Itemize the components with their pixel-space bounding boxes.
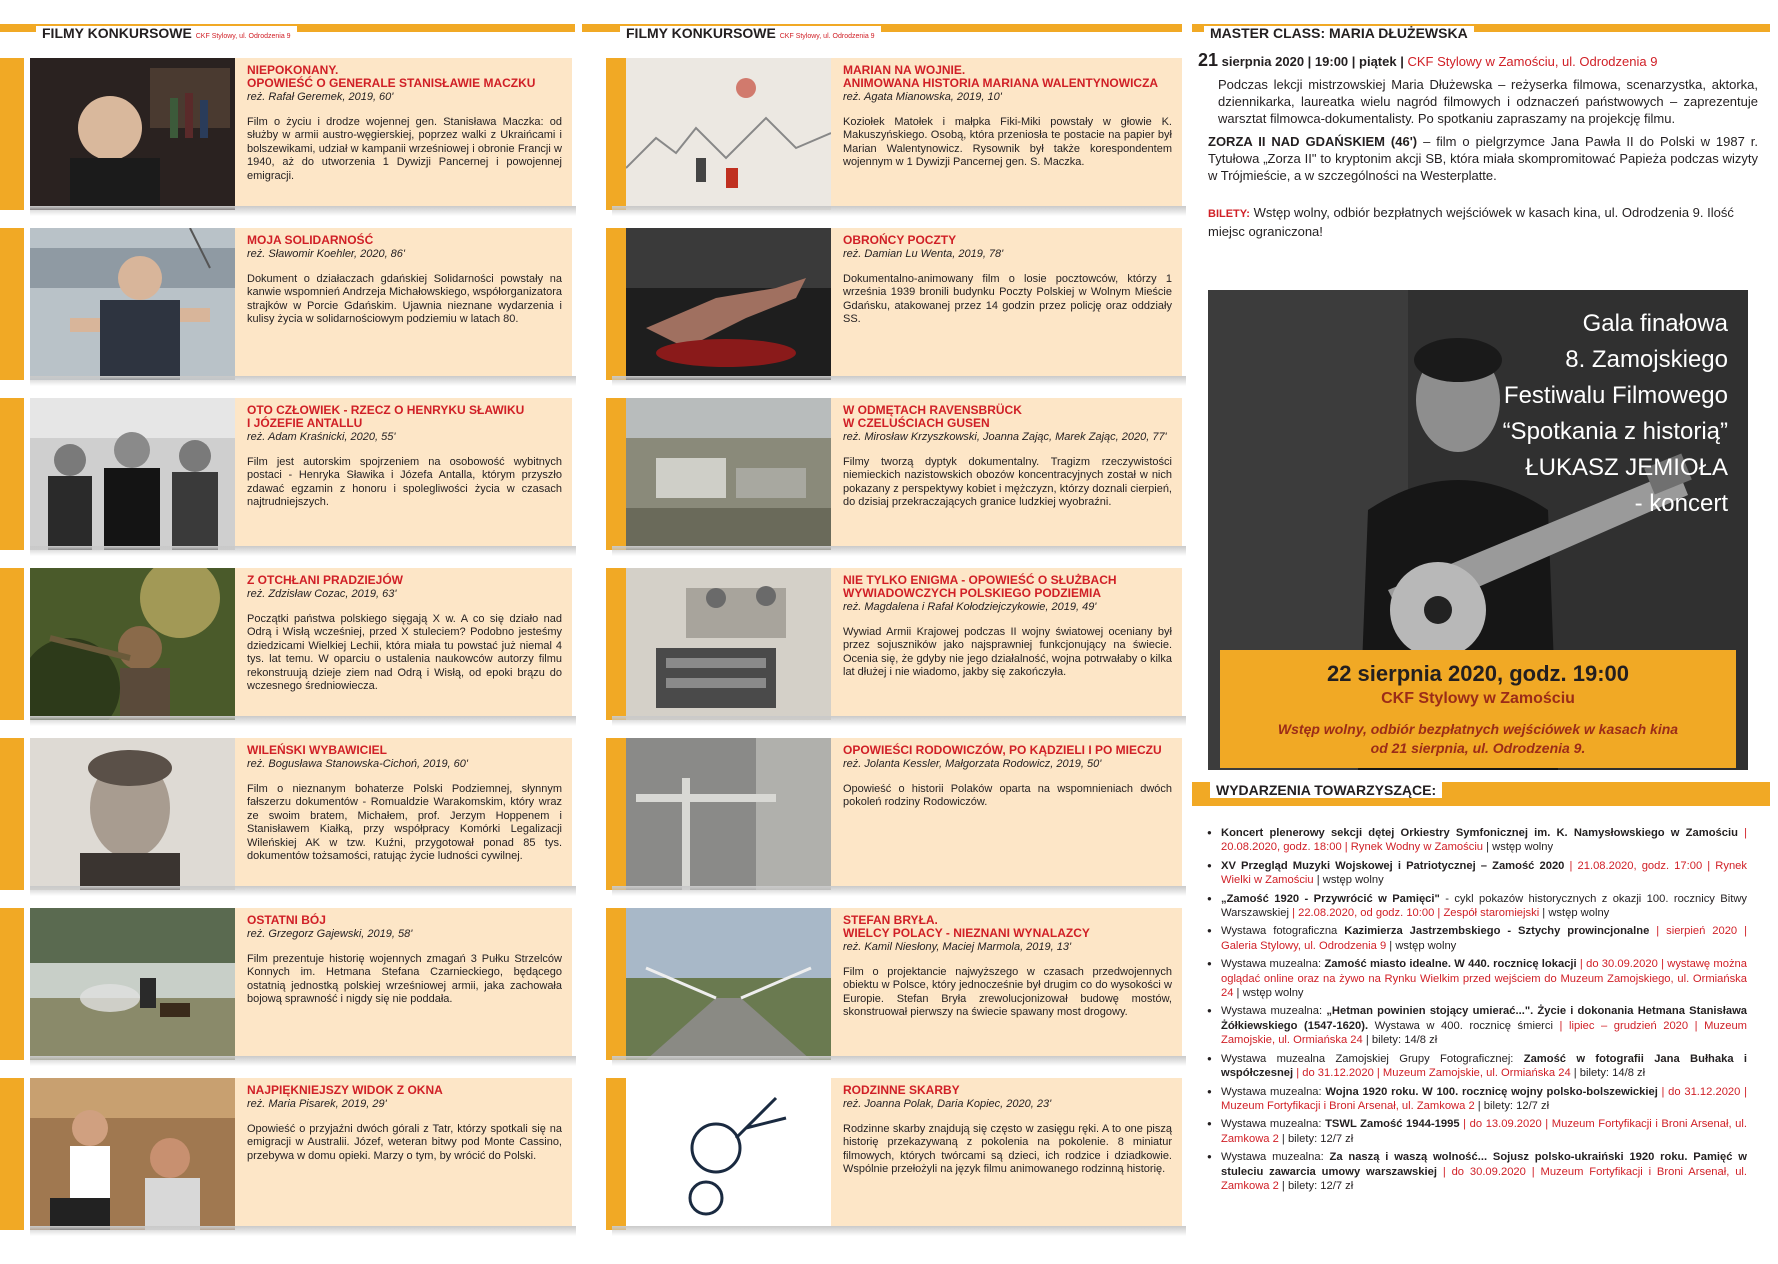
card-shadow <box>30 546 576 556</box>
card-stripe <box>0 568 24 720</box>
film-description: Film prezentuje historię wojennych zmagań 3 Pułku Strzelców Konnych im. Hetmana Stefana Czarnieckiego, będącego ostatnią jednostką polskiej wrześniowej armii, jaka zachowała bojową sprawność i nigdy się nie poddała. <box>247 953 562 1006</box>
film-description: Film o nieznanym bohaterze Polski Podziemnej, słynnym fałszerzu dokumentów - Romualdzie Warakomskim, który wraz ze swoim bratem, Michałem, prof. Jerzym Hoppenem i Stanisławem Kiałką, przy współpracy Komórki Legalizacji Wileńskiej AK w tzw. Kuźni, przygotował ponad 85 tys. dokumentów tożsamości, ratując życie ludności cywilnej. <box>247 783 562 863</box>
film-director: reż. Jolanta Kessler, Małgorzata Rodowicz, 2019, 50' <box>843 758 1102 770</box>
card-shadow <box>612 1226 1186 1236</box>
event-type: Wystawa muzealna: <box>1221 958 1325 971</box>
poster-headline <box>1428 306 1728 522</box>
list-item <box>1207 1150 1747 1193</box>
film-info <box>235 738 572 886</box>
film-description: Film jest autorskim spojrzeniem na osobowość wybitnych postaci - Henryka Sławika i Józefa Antalla, którym przyszło zdawać egzamin z honoru i spolegliwości życia w czasach najtrudniejszych. <box>247 456 562 509</box>
film-card <box>0 228 572 380</box>
card-stripe <box>0 908 24 1060</box>
poster-line-6: - koncert <box>1634 490 1728 517</box>
event-admission: | wstęp wolny <box>1483 841 1554 854</box>
film-still <box>626 58 831 210</box>
event-desc: Wystawa w 400. rocznicę śmierci <box>1368 1019 1553 1032</box>
card-shadow <box>30 1056 576 1066</box>
film-info <box>831 58 1182 206</box>
event-admission: | bilety: 12/7 zł <box>1278 1179 1354 1192</box>
film-title-line2: W CZELUŚCIACH GUSEN <box>843 416 990 430</box>
event-title: Zamość w fotografii Jana Bułhaka i współczesnej <box>1221 1052 1747 1080</box>
card-shadow <box>612 376 1186 386</box>
film-info <box>235 58 572 206</box>
film-title: RODZINNE SKARBY <box>843 1083 960 1097</box>
card-shadow <box>612 886 1186 896</box>
film-title: NIEPOKONANY. <box>247 63 339 77</box>
film-description: Dokumentalno-animowany film o losie pocztowców, którzy 1 września 1939 bronili budynku Poczty Polskiej w Wolnym Mieście Gdańsku, atakowanej przez 14 godzin przez policję oraz oddziały SS. <box>843 273 1172 326</box>
film-title: STEFAN BRYŁA. <box>843 913 938 927</box>
film-title-line2: OPOWIEŚĆ O GENERALE STANISŁAWIE MACZKU <box>247 76 536 90</box>
film-title-line2: I JÓZEFIE ANTALLU <box>247 416 363 430</box>
film-info <box>831 228 1182 376</box>
card-stripe <box>0 228 24 380</box>
film-card <box>582 738 1182 890</box>
event-date-place: | do 31.12.2020 | Muzeum Zamojskie, ul. Ormiańska 24 <box>1293 1067 1571 1080</box>
film-info <box>831 1078 1182 1226</box>
event-title: TSWL Zamość 1944-1995 <box>1325 1118 1460 1131</box>
film-director: reż. Agata Mianowska, 2019, 10' <box>843 91 1002 103</box>
event-type: Wystawa muzealna: <box>1221 1118 1326 1131</box>
film-description: Wywiad Armii Krajowej podczas II wojny światowej oceniany był przez sojuszników jako najsprawniej funkcjonujący na świecie. Ocenia się, że gdyby nie jego działalność, wojna potrwałaby o kilka lat dłużej i nie wiadomo, jakby się zakończyła. <box>843 626 1172 679</box>
film-description: Opowieść o przyjaźni dwóch górali z Tatr, którzy spotkali się na emigracji w Australii. Józef, weteran bitwy pod Monte Cassino, przebywa w domu opieki. Marzy o tym, by wrócić do Polski. <box>247 1123 562 1162</box>
list-item <box>1207 1004 1747 1047</box>
film-director: reż. Rafał Geremek, 2019, 60' <box>247 91 394 103</box>
film-title-line2: WIELCY POLACY - NIEZNANI WYNALAZCY <box>843 926 1090 940</box>
film-card <box>0 398 572 550</box>
film-still <box>30 908 235 1060</box>
events-list <box>1207 826 1747 1197</box>
card-stripe <box>0 738 24 890</box>
film-title: Z OTCHŁANI PRADZIEJÓW <box>247 573 403 587</box>
tickets-label: BILETY: <box>1208 208 1250 220</box>
film-info <box>831 568 1182 716</box>
event-date-place: | do 31.12.2020 | Muzeum Fortyfikacji i Broni Arsenał, ul. Zamkowa 2 <box>1221 1085 1747 1112</box>
film-card <box>582 1078 1182 1230</box>
film-title: NAJPIĘKNIEJSZY WIDOK Z OKNA <box>247 1083 443 1097</box>
film-card <box>582 568 1182 720</box>
event-date-place: | do 30.09.2020 | wystawę można oglądać online oraz na żywo na Rynku Wielkim przed wejściem do Muzeum Zamojskiego, ul. Ormiańska 24 <box>1221 958 1747 1000</box>
film-director: reż. Maria Pisarek, 2019, 29' <box>247 1098 387 1110</box>
film-title: OSTATNI BÓJ <box>247 913 326 927</box>
film-still <box>626 738 831 890</box>
film-title: OBROŃCY POCZTY <box>843 233 957 247</box>
film-title: WILEŃSKI WYBAWICIEL <box>247 743 387 757</box>
list-item <box>1207 892 1747 921</box>
film-card <box>582 228 1182 380</box>
poster-note-1: Wstęp wolny, odbiór bezpłatnych wejściówek w kasach kina <box>1277 721 1679 737</box>
film-title: MARIAN NA WOJNIE. <box>843 63 966 77</box>
event-admission: | wstęp wolny <box>1313 874 1384 887</box>
film-card <box>0 568 572 720</box>
list-item <box>1207 859 1747 888</box>
film-info <box>235 398 572 546</box>
film-description: Rodzinne skarby znajdują się często w zasięgu ręki. A to one piszą historię przekazywaną z pokolenia na pokolenie. 8 miniatur filmowych, których twórcami są dzieci, ich rodzice i dziadkowie. Wspólnie przełożyli na język filmu animowanego rodzinną historię. <box>843 1123 1172 1176</box>
poster-line-5: ŁUKASZ JEMIOŁA <box>1525 454 1728 481</box>
film-info <box>235 228 572 376</box>
film-card <box>582 398 1182 550</box>
event-admission: | bilety: 12/7 zł <box>1278 1132 1354 1145</box>
film-still <box>626 1078 831 1230</box>
film-director: reż. Sławomir Koehler, 2020, 86' <box>247 248 406 260</box>
list-item <box>1207 826 1747 855</box>
film-still <box>30 568 235 720</box>
card-shadow <box>612 206 1186 216</box>
event-title: Koncert plenerowy sekcji dętej Orkiestry Symfonicznej im. K. Namysłowskiego w Zamościu <box>1221 827 1738 839</box>
film-card <box>582 908 1182 1060</box>
film-title: NIE TYLKO ENIGMA - OPOWIEŚĆ O SŁUŻBACH <box>843 573 1117 587</box>
event-date-place: | 20.08.2020, godz. 18:00 | Rynek Wodny w Zamościu <box>1221 827 1748 854</box>
poster-line-4: “Spotkania z historią” <box>1502 418 1728 445</box>
film-director: reż. Magdalena i Rafał Kołodziejczykowie, 2019, 49' <box>843 601 1097 613</box>
list-item <box>1207 924 1747 953</box>
film-director: reż. Adam Kraśnicki, 2020, 55' <box>247 431 396 443</box>
film-title: OTO CZŁOWIEK - RZECZ O HENRYKU SŁAWIKU <box>247 403 525 417</box>
poster-note-2: od 21 sierpnia, ul. Odrodzenia 9. <box>1370 740 1586 756</box>
film-director: reż. Mirosław Krzyszkowski, Joanna Zając, Marek Zając, 2020, 77' <box>843 431 1167 443</box>
event-admission: | wstęp wolny <box>1386 939 1457 952</box>
list-item <box>1207 1052 1747 1081</box>
list-item <box>1207 1085 1747 1114</box>
event-date-place: | lipiec – grudzień 2020 | Muzeum Zamojskie, ul. Ormiańska 24 <box>1221 1019 1747 1047</box>
event-title: XV Przegląd Muzyki Wojskowej i Patriotycznej – Zamość 2020 <box>1221 859 1565 872</box>
col1-header-title: FILMY KONKURSOWE <box>42 25 192 41</box>
film-card <box>0 1078 572 1230</box>
film-info <box>831 738 1182 886</box>
film-description: Film o życiu i drodze wojennej gen. Stanisława Maczka: od służby w armii austro-węgierskiej, poprzez walki z Ukraińcami i bolszewikami, udział w kampanii wrześniowej i obronie Francji w 1940, aż do utworzenia 1 Dywizji Pancernej i powojennej emigracji. <box>247 116 562 182</box>
film-title-line2: ANIMOWANA HISTORIA MARIANA WALENTYNOWICZA <box>843 76 1159 90</box>
master-class-date <box>1198 52 1758 70</box>
event-type: Wystawa muzealna: <box>1221 1005 1327 1018</box>
film-description: Początki państwa polskiego sięgają X w. A co się działo nad Odrą i Wisłą wcześniej, przed X stuleciem? Podobno jesteśmy dziedzicami Wielkiej Lechii, która miała tu powstać już niemal 4 tys. lat temu. W oparciu o ustalenia naukowców autorzy filmu rekonstruują dzieje ziem nad Odrą i Wisłą, od epoki brązu do wczesnego średniowiecza. <box>247 613 562 693</box>
film-still <box>30 1078 235 1230</box>
poster-line-3: Festiwalu Filmowego <box>1503 382 1728 409</box>
film-card <box>0 58 572 210</box>
film-director: reż. Grzegorz Gajewski, 2019, 58' <box>247 928 413 940</box>
tickets-text: Wstęp wolny, odbiór bezpłatnych wejściówek w kasach kina, ul. Odrodzenia 9. Ilość miejsc ograniczona! <box>1208 205 1734 239</box>
card-shadow <box>612 716 1186 726</box>
event-title: Za naszą i waszą wolność... Sojusz polsko-ukraiński 1920 roku. Pamięć w stuleciu zawarcia umowy warszawskiej <box>1221 1151 1747 1178</box>
event-date-place: | do 30.09.2020 | Muzeum Fortyfikacji i Broni Arsenał, ul. Zamkowa 2 <box>1221 1165 1748 1192</box>
film-title: MOJA SOLIDARNOŚĆ <box>247 233 374 247</box>
card-shadow <box>30 886 576 896</box>
event-admission: | bilety: 12/7 zł <box>1474 1099 1550 1112</box>
col1-header-location: CKF Stylowy, ul. Odrodzenia 9 <box>195 33 291 40</box>
film-description: Opowieść o historii Polaków oparta na wspomnieniach dwóch pokoleń rodziny Rodowiczów. <box>843 783 1172 809</box>
film-director: reż. Bogusława Stanowska-Cichoń, 2019, 60' <box>247 758 469 770</box>
event-title: Wojna 1920 roku. W 100. rocznicę wojny polsko-bolszewickiej <box>1325 1085 1658 1098</box>
col1-header <box>36 26 297 40</box>
poster-venue: CKF Stylowy w Zamościu <box>1381 690 1575 707</box>
film-director: reż. Joanna Polak, Daria Kopiec, 2020, 23' <box>843 1098 1052 1110</box>
gala-poster <box>1208 290 1748 770</box>
master-film-title: ZORZA II NAD GDAŃSKIEM (46') <box>1208 134 1418 149</box>
event-title: Zamość miasto idealne. W 440. rocznicę lokacji <box>1324 958 1577 971</box>
film-card <box>0 908 572 1060</box>
event-date-place: | 21.08.2020, godz. 17:00 | Rynek Wielki w Zamościu <box>1221 859 1747 887</box>
film-description: Koziołek Matołek i małpka Fiki-Miki powstały w głowie K. Makuszyńskiego. Osobą, która przeniosła te postacie na papier był Marian Walentynowicz. Rysownik był także korespondentem wojennym w 1 Dywizji Pancernej gen. S. Maczka. <box>843 116 1172 169</box>
event-type: Wystawa muzealna Zamojskiej Grupy Fotograficznej: <box>1221 1052 1524 1065</box>
col2-header-location: CKF Stylowy, ul. Odrodzenia 9 <box>779 33 875 40</box>
event-admission: | bilety: 14/8 zł <box>1362 1034 1438 1047</box>
card-stripe <box>0 58 24 210</box>
film-info <box>831 398 1182 546</box>
film-title: OPOWIEŚCI RODOWICZÓW, PO KĄDZIELI I PO MIECZU <box>843 743 1162 757</box>
film-director: reż. Kamil Niesłony, Maciej Marmola, 2019, 13' <box>843 941 1072 953</box>
event-title: „Hetman powinien stojący umierać...". Życie i dokonania Hetmana Stanisława Żółkiewskiego (1547-1620). <box>1221 1005 1747 1032</box>
card-shadow <box>612 1056 1186 1066</box>
film-director: reż. Damian Lu Wenta, 2019, 78' <box>843 248 1004 260</box>
film-info <box>831 908 1182 1056</box>
poster-date: 22 sierpnia 2020, godz. 19:00 <box>1326 661 1630 686</box>
event-desc: - cykl pokazów historycznych z okazji 100. rocznicy Bitwy Warszawskiej <box>1221 892 1747 920</box>
master-film-info <box>1208 133 1758 184</box>
film-still <box>30 228 235 380</box>
film-title-line2: WYWIADOWCZYCH POLSKIEGO PODZIEMIA <box>843 586 1101 600</box>
col2-header <box>620 26 881 40</box>
film-director: reż. Zdzisław Cozac, 2019, 63' <box>247 588 397 600</box>
master-date-rest: sierpnia 2020 | 19:00 | piątek | <box>1221 54 1404 69</box>
event-title: „Zamość 1920 - Przywrócić w Pamięci" <box>1221 892 1440 905</box>
tickets-info <box>1208 204 1758 240</box>
film-still <box>30 398 235 550</box>
list-item <box>1207 1117 1747 1146</box>
event-type: Wystawa muzealna: <box>1221 1085 1326 1098</box>
card-shadow <box>30 716 576 726</box>
film-still <box>30 58 235 210</box>
event-date-place: | 22.08.2020, od godz. 10:00 | Zespół staromiejski <box>1288 907 1540 920</box>
card-shadow <box>30 206 576 216</box>
col3-header <box>1204 26 1474 40</box>
film-card <box>0 738 572 890</box>
film-info <box>235 568 572 716</box>
film-info <box>235 1078 572 1226</box>
poster-line-2: 8. Zamojskiego <box>1565 346 1728 373</box>
film-still <box>626 398 831 550</box>
col2-header-title: FILMY KONKURSOWE <box>626 25 776 41</box>
poster-info-box <box>1220 650 1736 768</box>
event-date-place: | sierpień 2020 | Galeria Stylowy, ul. Odrodzenia 9 <box>1221 925 1747 952</box>
film-still <box>626 908 831 1060</box>
film-description: Film o projektancie najwyższego w czasach przedwojennych obiektu w Polsce, który jednocześnie był drugim co do wysokości w Europie. Stefan Bryła zrewolucjonizował budowę mostów, skonstruował pierwszy na świecie spawany most drogowy. <box>843 966 1172 1019</box>
event-admission: | wstęp wolny <box>1539 907 1610 920</box>
event-type: Wystawa muzealna: <box>1221 1151 1330 1164</box>
list-item <box>1207 957 1747 1000</box>
film-description: Dokument o działaczach gdańskiej Solidarności powstały na kanwie wspomnień Andrzeja Michałowskiego, współorganizatora strajków w Porcie Gdańskim. Ujawnia nieznane wydarzenia i kulisy życia w solidarnościowym podziemiu w latach 80. <box>247 273 562 326</box>
master-date-place: CKF Stylowy w Zamościu, ul. Odrodzenia 9 <box>1407 54 1658 69</box>
film-info <box>235 908 572 1056</box>
film-card <box>582 58 1182 210</box>
master-description: Podczas lekcji mistrzowskiej Maria Dłużewska – reżyserka filmowa, scenarzystka, aktorka, dziennikarka, laureatka wielu nagród filmowych i odznaczeń państwowych – zaprezentuje warsztat filmowca-dokumentalisty. Po spotkaniu zapraszamy na projekcję filmu. <box>1218 77 1758 126</box>
film-description: Filmy tworzą dyptyk dokumentalny. Tragizm rzeczywistości niemieckich nazistowskich obozów koncentracyjnych został w nich pokazany z perspektywy kobiet i mężczyzn, którzy doznali cierpień, do dzisiaj przekraczających granice ludzkiej wyobraźni. <box>843 456 1172 509</box>
card-shadow <box>30 1226 576 1236</box>
master-date-day: 21 <box>1198 50 1219 70</box>
film-still <box>626 568 831 720</box>
card-stripe <box>0 1078 24 1230</box>
event-type: Wystawa fotograficzna <box>1221 925 1345 938</box>
poster-line-1: Gala finałowa <box>1582 310 1728 337</box>
master-film-text: – film o pielgrzymce Jana Pawła II do Polski w 1987 r. Tytułowa „Zorza II" to kryptonim akcji SB, która miała skompromitować Papieża podczas wizyty w Trójmieście, a w szczególności na Westerplatte. <box>1208 134 1758 183</box>
events-header-bar <box>1192 782 1770 806</box>
film-title: W ODMĘTACH RAVENSBRÜCK <box>843 403 1022 417</box>
event-title: Kazimierza Jastrzembskiego - Sztychy prowincjonalne <box>1344 925 1650 938</box>
master-class-section <box>1198 52 1758 240</box>
film-still <box>626 228 831 380</box>
col3-header-title: MASTER CLASS: MARIA DŁUŻEWSKA <box>1210 25 1468 41</box>
event-admission: | bilety: 14/8 zł <box>1570 1067 1646 1080</box>
card-shadow <box>612 546 1186 556</box>
card-shadow <box>30 376 576 386</box>
events-title: WYDARZENIA TOWARZYSZĄCE: <box>1210 782 1442 798</box>
card-stripe <box>0 398 24 550</box>
event-admission: | wstęp wolny <box>1233 987 1304 1000</box>
event-date-place: | do 13.09.2020 | Muzeum Fortyfikacji i Broni Arsenał, ul. Zamkowa 2 <box>1221 1118 1747 1145</box>
film-still <box>30 738 235 890</box>
